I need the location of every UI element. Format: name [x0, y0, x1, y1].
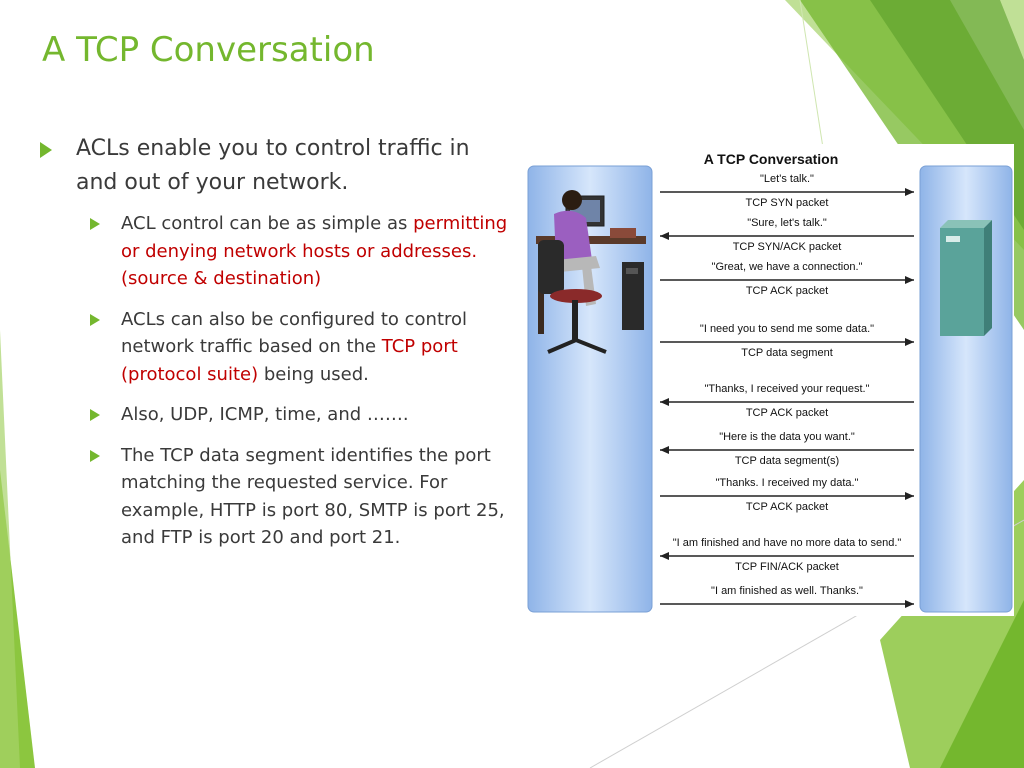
bullet-arrow-icon — [90, 218, 100, 230]
bullet-item — [40, 132, 510, 200]
arrow-right-icon — [905, 492, 914, 500]
deco-shape — [0, 330, 20, 768]
arrow-right-icon — [905, 188, 914, 196]
exchange-item — [660, 323, 914, 359]
sub-bullet-text: ACL control can be as simple as — [121, 213, 414, 234]
sub-bullet-text: Also, UDP, ICMP, time, and ……. — [121, 404, 409, 425]
arrow-left-icon — [660, 398, 669, 406]
exchange-message: "Sure, let's talk." — [747, 217, 827, 229]
exchange-message: "I am finished as well. Thanks." — [711, 585, 863, 597]
exchange-message: "Great, we have a connection." — [711, 261, 863, 273]
sub-bullet-item — [40, 442, 510, 552]
packet-label: TCP ACK packet — [745, 407, 829, 419]
arrow-right-icon — [905, 338, 914, 346]
sub-bullet-item — [40, 401, 510, 429]
packet-label: TCP ACK packet — [745, 285, 829, 297]
bullet-arrow-icon — [90, 409, 100, 421]
exchange-item — [660, 261, 914, 297]
packet-label: TCP data segment(s) — [734, 455, 840, 467]
exchange-list — [660, 173, 914, 608]
exchange-message: "Thanks. I received my data." — [715, 477, 859, 489]
exchange-message: "Here is the data you want." — [719, 431, 855, 443]
exchange-message: "Thanks, I received your request." — [704, 383, 870, 395]
slide-title: A TCP Conversation — [42, 30, 375, 70]
arrow-right-icon — [905, 600, 914, 608]
packet-label: TCP SYN packet — [745, 197, 829, 209]
sub-bullet-text: The TCP data segment identifies the port matching the requested service. For example, HTTP is port 80, SMTP is port 25, and FTP is port 20 and port 21. — [121, 444, 505, 548]
diagram-canvas — [526, 144, 1014, 616]
highlighted-text: TCP port (protocol suite) — [121, 336, 458, 385]
tcp-conversation-diagram — [526, 144, 1014, 616]
packet-label: TCP SYN/ACK packet — [732, 241, 842, 253]
exchange-message: "Let's talk." — [760, 173, 814, 185]
arrow-right-icon — [905, 276, 914, 284]
exchange-item — [660, 585, 914, 608]
diagram-title: A TCP Conversation — [703, 151, 839, 167]
server-tower-icon — [940, 220, 992, 336]
exchange-item — [660, 431, 914, 467]
sub-bullet-item — [40, 306, 510, 389]
highlighted-text: permitting or denying network hosts or addresses. (source & destination) — [121, 213, 508, 289]
exchange-message: "I need you to send me some data." — [699, 323, 875, 335]
arrow-left-icon — [660, 552, 669, 560]
exchange-item — [660, 477, 914, 513]
sub-bullet-text: ACLs can also be configured to control network traffic based on the — [121, 308, 468, 357]
arrow-left-icon — [660, 446, 669, 454]
sub-bullet-text: being used. — [258, 363, 369, 385]
exchange-message: "I am finished and have no more data to send." — [672, 537, 902, 549]
exchange-item — [660, 383, 914, 419]
packet-label: TCP FIN/ACK packet — [735, 561, 839, 573]
exchange-item — [660, 217, 914, 253]
bullet-arrow-icon — [90, 314, 100, 326]
packet-label: TCP data segment — [741, 347, 833, 359]
sub-bullet-item — [40, 210, 510, 293]
bullet-arrow-icon — [90, 450, 100, 462]
exchange-item — [660, 537, 914, 573]
exchange-item — [660, 173, 914, 209]
bullet-arrow-icon — [40, 142, 52, 158]
bullet-list — [40, 132, 510, 565]
packet-label: TCP ACK packet — [745, 501, 829, 513]
bullet-text: ACLs enable you to control traffic in and out of your network. — [76, 136, 470, 195]
arrow-left-icon — [660, 232, 669, 240]
